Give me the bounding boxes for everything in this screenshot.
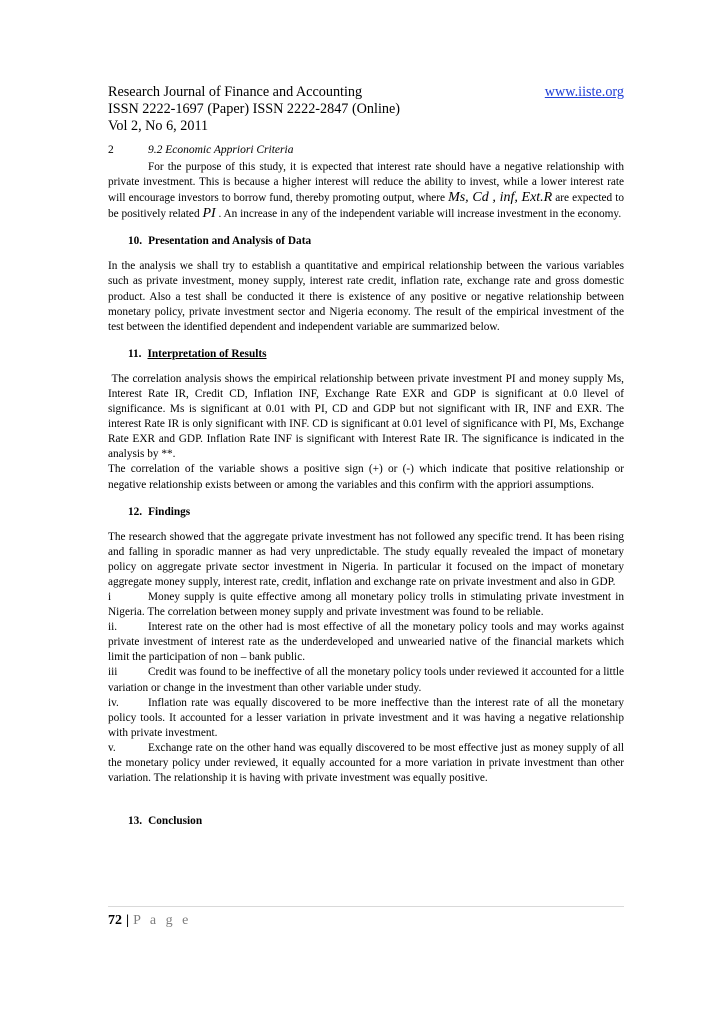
list-item-marker: ii. [108,621,118,634]
criteria-text-2: are expected to be positively related [108,192,625,221]
section-10-title: Presentation and Analysis of Data [148,235,312,248]
journal-url-link[interactable]: www.iiste.org [544,84,624,100]
criteria-math-variables: Ms, Cd , inf, Ext.R [448,190,553,206]
issn-line: ISSN 2222-1697 (Paper) ISSN 2222-2847 (Online) [108,101,401,117]
section-10-heading [128,234,624,249]
page-footer [108,906,624,929]
section-11-number: 11. [128,347,142,360]
criteria-text-1: For the purpose of this study, it is expected that interest rate should have a negative relationship with private investment. This is because a higher interest will reduce the ability to invest, while a lower interest rate will encourage investors to borrow fund, thereby promoting output, where [108,161,624,205]
list-item [108,620,624,665]
list-item-marker: v. [108,741,116,754]
criteria-math-pi: PI [202,206,216,222]
list-item-text: Inflation rate was equally discovered to be more ineffective than the interest rate of all the monetary policy tools. It accounted for a lesser variation in private investment and it was having a negative relationship with private investment. [108,696,624,739]
subsection-number: 2 [108,144,114,156]
section-10-number: 10. [128,235,143,248]
volume-line: Vol 2, No 6, 2011 [108,118,209,134]
subsection-heading [108,143,624,157]
list-item [108,665,624,695]
section-11-body-1: The correlation analysis shows the empirical relationship between private investment PI and money supply Ms, Interest Rate IR, Credit CD, Inflation INF, Exchange Rate EXR and GDP is significant at 0.0 llevel of significance. Ms is significant at 0.01 with PI, CD and GDP but not significant with IR, INF and EXR. The interest Rate IR is only significant with INF. CD is significant at 0.01 level of significance with PI, Ms, Exchange Rate EXR and GDP. Inflation Rate INF is significant with Interest Rate IR. The significance is indicated in the analysis by **. [108,372,627,461]
section-12-body: The research showed that the aggregate private investment has not followed any specific trend. It has been rising and falling in sporadic manner as had very unpredictable. The study equally revealed the impact of monetary policy on aggregate private sector investment in Nigeria. In particular it focused on the impact of monetary aggregate money supply, interest rate, credit, inflation and exchange rate on private investment and also in GDP. [108,530,624,588]
page-content [108,84,627,839]
list-item [108,696,624,741]
list-item-text: Money supply is quite effective among all monetary policy trolls in stimulating private investment in Nigeria. The correlation between money supply and private investment was found to be reliable. [108,590,624,619]
section-11-body-2: The correlation of the variable shows a positive sign (+) or (-) which indicate that positive relationship or negative relationship exists between or among the variables and this confirm with the appriori assumptions. [108,463,624,491]
page-label: P a g e [133,913,192,928]
subsection-title: 9.2 Economic Appriori Criteria [148,144,294,156]
list-item-text: Exchange rate on the other hand was equally discovered to be most effective just as money supply of all the monetary policy under reviewed, it equally accounted for a more variation in private investment than other variation. The relationship it is having with private investment was equally positive. [108,741,624,785]
section-13-number: 13. [128,815,143,828]
section-13-heading [128,814,624,829]
page-number: 72 [108,913,122,928]
journal-title: Research Journal of Finance and Accounting [108,84,363,100]
section-12-heading [128,505,624,520]
list-item-marker: i [108,590,112,603]
running-header [108,84,624,135]
section-12-number: 12. [128,505,143,518]
list-item-marker: iv. [108,696,119,709]
section-11-title: Interpretation of Results [147,347,267,360]
section-12-title: Findings [148,505,191,518]
list-item-text: Interest rate on the other had is most effective of all the monetary policy tools and may works against private investment of interest rate as the underdeveloped and unwearied native of the financial markets which limit the participation of non – bank public. [108,621,624,664]
findings-list [108,590,624,786]
list-item [108,590,624,620]
list-item [108,741,624,786]
criteria-paragraph [108,160,624,222]
section-13-title: Conclusion [148,815,203,828]
section-11-heading [128,347,624,362]
list-item-text: Credit was found to be ineffective of all the monetary policy tools under reviewed it accounted for a little variation or change in the investment than other variable under study. [108,666,624,694]
footer-separator: | [126,913,130,928]
criteria-text-3: . An increase in any of the independent variable will increase investment in the economy. [218,208,622,221]
list-item-marker: iii [108,666,118,679]
section-10-body: In the analysis we shall try to establish a quantitative and empirical relationship between the various variables such as private investment, money supply, interest rate credit, inflation rate, exchange rate and gross domestic product. Also a test shall be conducted it there is existence of any positive or negative relationship between monetary policy, private investment sector and Nigeria economy. The result of the empirical investment of the test between the identified dependent and independent variable are summarized below. [108,260,624,333]
